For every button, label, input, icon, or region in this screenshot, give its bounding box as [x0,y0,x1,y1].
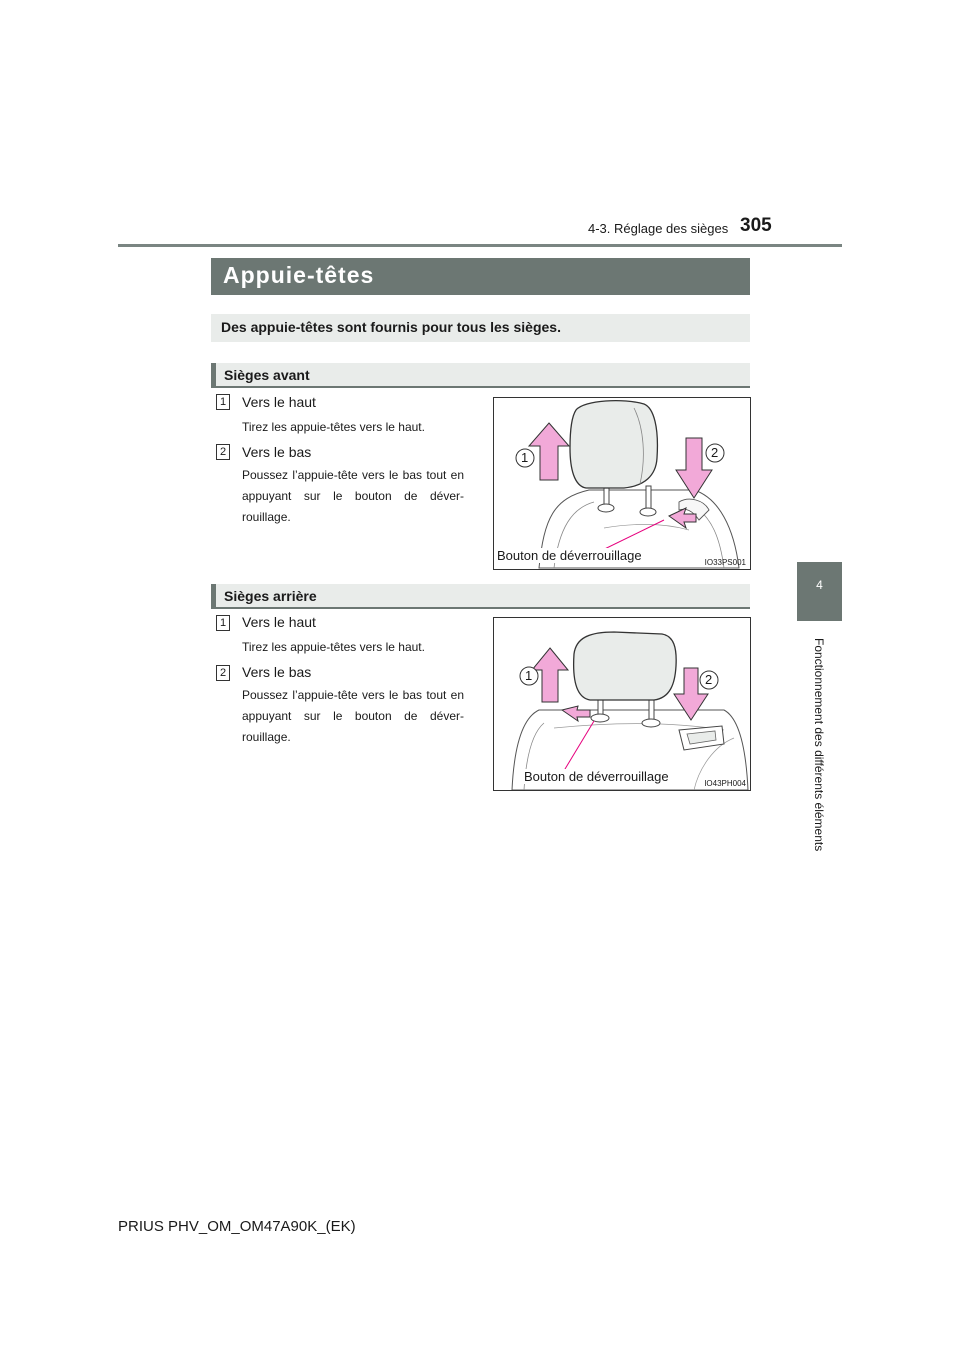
rear-seats-heading [211,584,750,609]
page-title: Appuie-têtes [223,262,375,288]
header-rule [118,244,842,247]
rear-headrest-figure [493,617,751,791]
front-item-2-title: Vers le bas [242,444,312,460]
release-button-callout: Bouton de déverrouillage [497,548,642,563]
front-seats-heading [211,363,750,388]
front-headrest-illustration [494,398,750,569]
rear-headrest-illustration [494,618,750,790]
step-number-2: 2 [216,665,230,681]
release-button-callout: Bouton de déverrouillage [524,769,669,784]
figure-label-2: 2 [711,445,719,460]
rear-item-2-title: Vers le bas [242,664,312,680]
chapter-title-vertical: Fonctionnement des différents éléments [812,638,826,852]
step-number-1: 1 [216,394,230,410]
rear-seats-heading-text: Sièges arrière [224,588,317,604]
figure-code: IO43PH004 [704,779,746,788]
front-seats-heading-text: Sièges avant [224,367,310,383]
heading-bar [211,584,216,607]
chapter-tab-number: 4 [816,578,823,592]
figure-label-1: 1 [525,668,533,683]
front-item-1-body: Tirez les appuie-têtes vers le haut. [242,420,425,434]
front-item-1-title: Vers le haut [242,394,316,410]
rear-item-1-body: Tirez les appuie-têtes vers le haut. [242,640,425,654]
figure-code: IO33PS001 [704,558,746,567]
heading-bar [211,363,216,386]
footer-document-id: PRIUS PHV_OM_OM47A90K_(EK) [118,1218,356,1235]
front-item-2-body: Poussez l’appuie-tête vers le bas tout en appuyant sur le bouton de déver-rouillage. [242,468,464,524]
page-number: 305 [740,215,772,236]
intro-text: Des appuie-têtes sont fournis pour tous les sièges. [221,319,561,335]
step-number-1: 1 [216,615,230,631]
rear-item-1-title: Vers le haut [242,614,316,630]
rear-item-2-body: Poussez l’appuie-tête vers le bas tout en appuyant sur le bouton de déver-rouillage. [242,688,464,744]
step-number-2: 2 [216,444,230,460]
front-headrest-figure [493,397,751,570]
figure-label-1: 1 [521,450,529,465]
figure-label-2: 2 [705,672,713,687]
section-label: 4-3. Réglage des sièges [588,221,729,236]
